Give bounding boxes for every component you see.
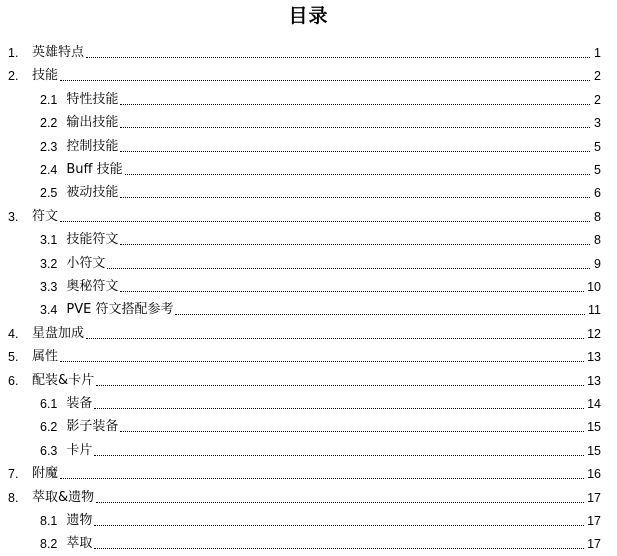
toc-entry-number: 3.3: [40, 280, 58, 294]
toc-title: 目录: [288, 5, 329, 27]
toc-entry-page-number: 17: [587, 490, 601, 505]
toc-entry-page-number: 16: [587, 467, 601, 482]
toc-entry[interactable]: [0, 366, 601, 389]
toc-entry-label: 符文: [32, 208, 59, 224]
toc-entry-page-number: 6: [594, 186, 601, 201]
toc-entry-label: 小符文: [66, 255, 106, 271]
toc-entry[interactable]: [0, 132, 601, 155]
toc-entry-page-number: 2: [594, 69, 601, 84]
toc-entry-page-number: 12: [587, 326, 601, 341]
toc-entry[interactable]: [0, 506, 601, 529]
toc-entry-page-number: 17: [587, 514, 601, 528]
toc-entry[interactable]: [0, 389, 601, 412]
toc-entry-label: 配装&卡片: [32, 372, 95, 388]
toc-entry-number: 6.: [8, 373, 19, 388]
dot-leader: [94, 548, 584, 549]
dot-leader: [86, 338, 584, 339]
toc-entry-number: 3.2: [40, 256, 58, 271]
dot-leader: [94, 525, 584, 526]
dot-leader: [94, 408, 584, 409]
dot-leader: [96, 385, 584, 386]
dot-leader: [120, 104, 590, 105]
toc-entry-page-number: 14: [587, 397, 601, 411]
toc-entry-label: 被动技能: [66, 185, 119, 201]
toc-entry-number: 4.: [8, 326, 19, 341]
toc-entry-number: 7.: [8, 467, 19, 482]
dot-leader: [86, 57, 590, 58]
toc-entry[interactable]: [0, 108, 601, 131]
toc-entry-page-number: 11: [588, 303, 601, 318]
toc-entry-page-number: 5: [594, 139, 601, 154]
toc-entry[interactable]: [0, 61, 601, 84]
toc-entry-page-number: 13: [587, 373, 601, 388]
toc-entry-label: 星盘加成: [32, 325, 85, 341]
toc-entry-number: 1.: [8, 46, 19, 60]
toc-entry-label: 输出技能: [66, 115, 119, 131]
toc-entry-label: Buff 技能: [66, 162, 123, 177]
toc-entry-page-number: 8: [594, 209, 601, 224]
toc-entry[interactable]: [0, 202, 601, 225]
toc-entry-number: 6.3: [40, 443, 58, 458]
toc-entry-number: 6.1: [40, 397, 58, 411]
dot-leader: [120, 431, 584, 432]
toc-entry-page-number: 3: [594, 116, 601, 131]
dot-leader: [60, 478, 584, 479]
toc-entry-label: 影子装备: [66, 419, 119, 435]
toc-entry-label: 控制技能: [66, 138, 119, 154]
toc-entry-label: 萃取&遗物: [32, 489, 95, 505]
dot-leader: [175, 314, 585, 315]
dot-leader: [120, 197, 590, 198]
toc-entry-label: 奥秘符文: [66, 279, 119, 294]
toc-entry-page-number: 17: [587, 537, 601, 552]
toc-entry[interactable]: [0, 319, 601, 342]
dot-leader: [120, 127, 590, 128]
toc-entry-number: 2.5: [40, 186, 58, 201]
dot-leader: [120, 291, 584, 292]
toc-entry[interactable]: [0, 342, 601, 365]
toc-entry-number: 8.1: [40, 514, 58, 528]
dot-leader: [60, 361, 584, 362]
toc-entry[interactable]: [0, 459, 601, 482]
toc-entry-label: 卡片: [66, 442, 93, 458]
toc-entry-page-number: 9: [594, 256, 601, 271]
toc-entry[interactable]: [0, 295, 601, 318]
toc-entry[interactable]: [0, 38, 601, 61]
toc-entry-label: 技能符文: [66, 232, 119, 248]
dot-leader: [107, 268, 590, 269]
toc-entry-label: 萃取: [66, 536, 93, 552]
toc-entry-page-number: 13: [587, 350, 601, 365]
toc-entry-number: 2.: [8, 69, 19, 84]
toc-entry-label: PVE 符文搭配参考: [66, 302, 174, 318]
toc-entry-number: 2.3: [40, 139, 58, 154]
toc-entry-page-number: 15: [587, 443, 601, 458]
toc-entry-label: 技能: [32, 68, 59, 84]
toc-entry-number: 2.1: [40, 92, 58, 107]
toc-entry[interactable]: [0, 483, 601, 506]
toc-entry-number: 2.4: [40, 163, 58, 177]
toc-entry-page-number: 1: [594, 46, 601, 60]
dot-leader: [94, 455, 584, 456]
toc-entry-number: 5.: [8, 350, 19, 365]
dot-leader: [125, 174, 590, 175]
toc-entry-page-number: 8: [594, 233, 601, 248]
toc-entry[interactable]: [0, 225, 601, 248]
toc-entry-number: 6.2: [40, 420, 58, 435]
toc-entry-label: 属性: [32, 349, 59, 365]
toc-entry-number: 8.2: [40, 537, 58, 552]
toc-entry-label: 英雄特点: [32, 45, 85, 60]
toc-entry-label: 特性技能: [66, 91, 119, 107]
toc-entry-page-number: 2: [594, 92, 601, 107]
dot-leader: [60, 221, 590, 222]
toc-entry[interactable]: [0, 436, 601, 459]
dot-leader: [120, 151, 590, 152]
toc-entry[interactable]: [0, 272, 601, 295]
toc-entry[interactable]: [0, 529, 601, 552]
toc-entry-label: 附魔: [32, 466, 59, 482]
toc-entry-number: 3.1: [40, 233, 58, 248]
toc-entry[interactable]: [0, 249, 601, 272]
toc-entry-page-number: 10: [587, 280, 601, 294]
toc-entry[interactable]: [0, 412, 601, 435]
toc-entry-page-number: 15: [587, 420, 601, 435]
toc-entry-page-number: 5: [594, 163, 601, 177]
toc-entry-label: 遗物: [66, 513, 93, 528]
toc-entry-number: 3.: [8, 209, 19, 224]
dot-leader: [120, 244, 590, 245]
toc-entry-number: 2.2: [40, 116, 58, 131]
toc-entry-label: 装备: [66, 396, 93, 411]
dot-leader: [60, 80, 590, 81]
dot-leader: [96, 502, 584, 503]
toc-entry[interactable]: [0, 85, 601, 108]
toc-entry-number: 3.4: [40, 303, 58, 318]
toc-entry[interactable]: [0, 178, 601, 201]
toc-entry-number: 8.: [8, 490, 19, 505]
toc-entry[interactable]: [0, 155, 601, 178]
